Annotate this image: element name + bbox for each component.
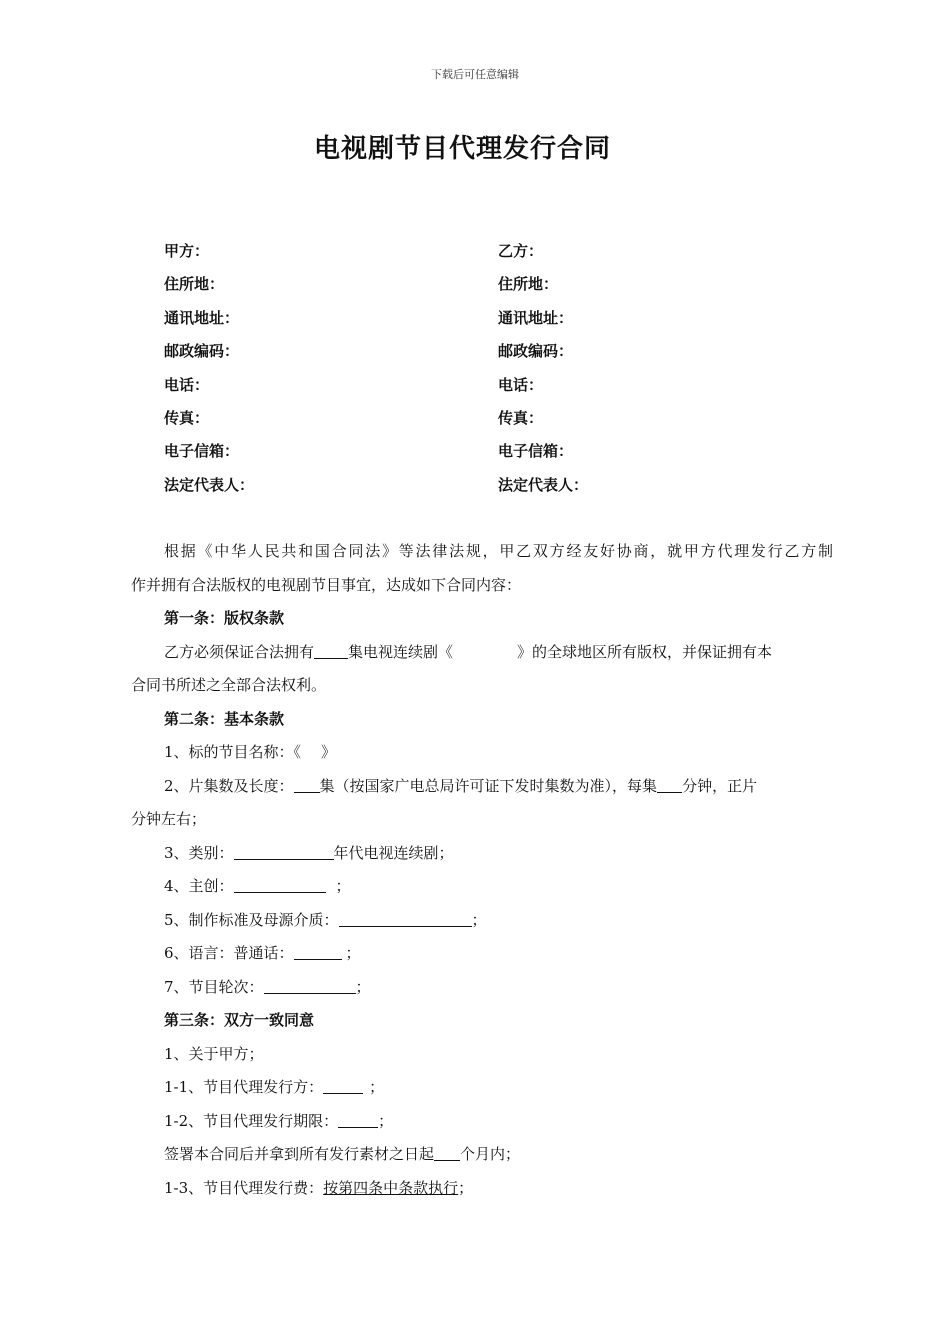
preamble-line-1: 根据《中华人民共和国合同法》等法律法规，甲乙双方经友好协商，就甲方代理发行乙方制 bbox=[164, 542, 833, 560]
months-blank bbox=[434, 1144, 460, 1161]
item-4-end: ； bbox=[335, 877, 351, 895]
party-a-postcode-label: 邮政编码： bbox=[164, 342, 240, 361]
creators-blank bbox=[234, 876, 326, 893]
item-4-label: 4、主创： bbox=[164, 877, 234, 895]
item-2-text-c: 分钟，正片 bbox=[682, 776, 758, 795]
article-1-text-a: 乙方必须保证合法拥有 bbox=[164, 642, 315, 661]
item-7-end: ； bbox=[355, 977, 371, 996]
item-1-close: 》 bbox=[321, 743, 337, 761]
article-3-heading: 第三条：双方一致同意 bbox=[164, 1011, 315, 1029]
party-a-address-label: 通讯地址： bbox=[164, 308, 240, 327]
article-2-item-2-cont: 分钟左右； bbox=[131, 810, 207, 828]
article-1-text-c: 》的全球地区所有版权，并保证拥有本 bbox=[517, 642, 773, 661]
article-3-item-1-2-note bbox=[131, 1142, 833, 1176]
item-1-3-end: ； bbox=[458, 1178, 474, 1197]
standard-blank bbox=[339, 910, 472, 927]
article-2-item-1 bbox=[131, 740, 833, 774]
period-blank bbox=[338, 1111, 378, 1128]
note-text-b: 个月内； bbox=[460, 1145, 521, 1163]
contract-body bbox=[131, 539, 833, 1209]
preamble-line-2: 作并拥有合法版权的电视剧节目事宜，达成如下合同内容： bbox=[131, 575, 522, 594]
article-2-item-7 bbox=[131, 975, 833, 1009]
party-b-fax-label: 传真： bbox=[498, 408, 544, 427]
party-a-name-label: 甲方： bbox=[164, 242, 210, 260]
item-6-label: 6、语言：普通话： bbox=[164, 944, 294, 962]
article-2-item-2 bbox=[131, 774, 833, 808]
article-3-item-1-1 bbox=[131, 1075, 833, 1109]
article-1-line-2: 合同书所述之全部合法权利。 bbox=[131, 676, 327, 694]
party-a-email-label: 电子信箱： bbox=[164, 442, 240, 461]
party-b-postcode-label: 邮政编码： bbox=[498, 342, 574, 361]
item-5-end: ； bbox=[471, 910, 487, 929]
episodes-blank bbox=[314, 642, 348, 659]
party-a-fax-label: 传真： bbox=[164, 408, 210, 427]
item-5-label: 5、制作标准及母源介质： bbox=[164, 910, 339, 929]
item-1-1-end: ； bbox=[369, 1078, 385, 1096]
party-a-block bbox=[164, 240, 464, 507]
party-b-email-label: 电子信箱： bbox=[498, 442, 574, 461]
item-1-1-label: 1-1、节目代理发行方： bbox=[164, 1078, 324, 1096]
item-3-text: 年代电视连续剧； bbox=[333, 843, 454, 862]
article-3-item-1-2 bbox=[131, 1109, 833, 1143]
article-1-line-1 bbox=[131, 640, 833, 674]
item-6-end: ； bbox=[345, 944, 361, 962]
party-a-phone-label: 电话： bbox=[164, 375, 210, 394]
item-1-3-label: 1-3、节目代理发行费： bbox=[164, 1178, 324, 1197]
item-1-3-underlined-text: 按第四条中条款执行 bbox=[323, 1178, 459, 1197]
article-3-item-1: 1、关于甲方； bbox=[164, 1044, 264, 1063]
item-7-label: 7、节目轮次： bbox=[164, 977, 264, 996]
article-2-item-5 bbox=[131, 908, 833, 942]
item-3-label: 3、类别： bbox=[164, 843, 234, 862]
article-2-item-6 bbox=[131, 941, 833, 975]
party-a-domicile-label: 住所地： bbox=[164, 275, 225, 294]
item-2-label: 2、片集数及长度： bbox=[164, 776, 294, 795]
note-text-a: 签署本合同后并拿到所有发行素材之日起 bbox=[164, 1145, 435, 1163]
episode-count-blank bbox=[294, 776, 320, 793]
item-1-label: 1、标的节目名称：《 bbox=[164, 743, 302, 761]
party-b-representative-label: 法定代表人： bbox=[498, 475, 589, 494]
era-blank bbox=[234, 843, 334, 860]
header-note: 下载后可任意编辑 bbox=[431, 68, 519, 81]
minutes-blank bbox=[657, 776, 682, 793]
rounds-blank bbox=[264, 977, 356, 994]
party-a-representative-label: 法定代表人： bbox=[164, 475, 255, 494]
distributor-blank bbox=[323, 1077, 363, 1094]
party-b-phone-label: 电话： bbox=[498, 375, 544, 394]
party-b-domicile-label: 住所地： bbox=[498, 275, 559, 294]
party-b-address-label: 通讯地址： bbox=[498, 308, 574, 327]
item-1-2-label: 1-2、节目代理发行期限： bbox=[164, 1111, 339, 1130]
item-1-2-end: ； bbox=[378, 1111, 394, 1130]
document-title: 电视剧节目代理发行合同 bbox=[313, 134, 611, 164]
article-2-heading: 第二条：基本条款 bbox=[164, 709, 285, 728]
article-1-text-b: 集电视连续剧《 bbox=[348, 642, 454, 661]
article-3-item-1-3 bbox=[131, 1176, 833, 1210]
language-blank bbox=[294, 943, 342, 960]
article-1-heading: 第一条：版权条款 bbox=[164, 609, 285, 627]
article-2-item-3 bbox=[131, 841, 833, 875]
party-b-block bbox=[498, 240, 798, 507]
party-b-name-label: 乙方： bbox=[498, 242, 544, 260]
item-2-text-b: 集（按国家广电总局许可证下发时集数为准），每集 bbox=[319, 776, 658, 795]
article-2-item-4 bbox=[131, 874, 833, 908]
